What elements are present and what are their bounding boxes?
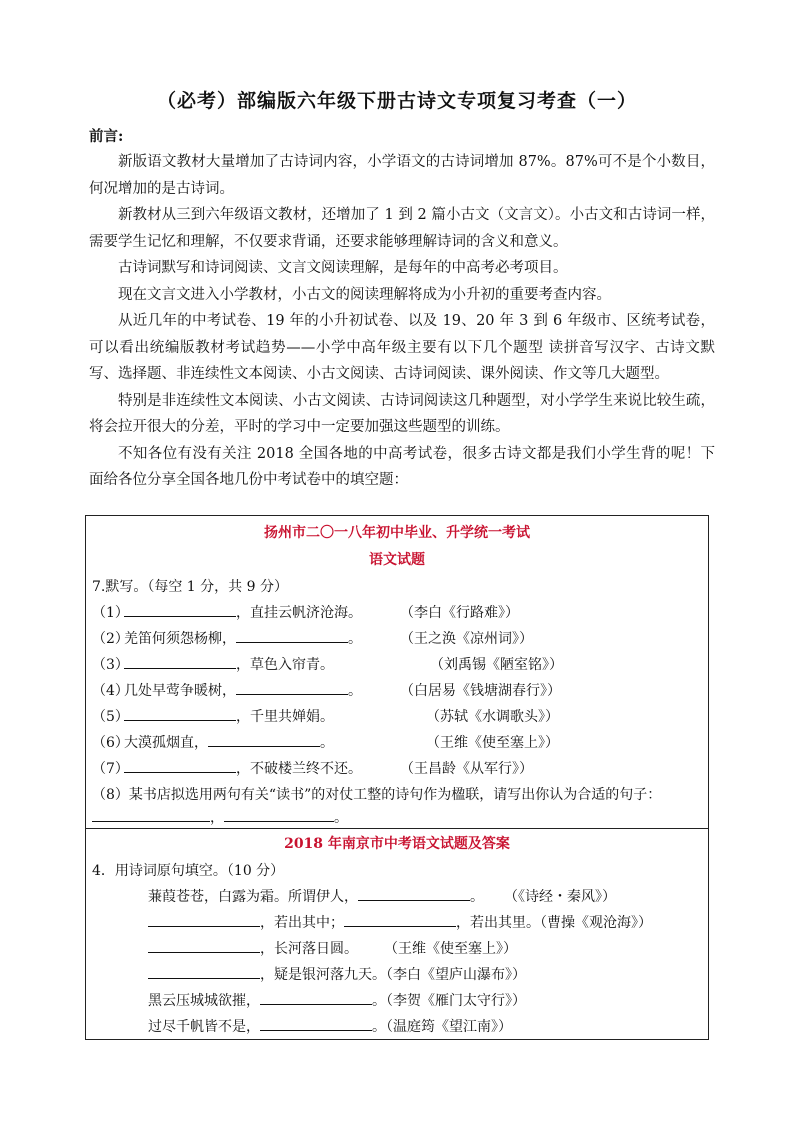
item-text: 几处早莺争暖树， [124, 683, 236, 699]
answer-blank[interactable] [124, 654, 236, 669]
item-source: （李白《行路难》） [400, 605, 519, 621]
answer-blank[interactable] [124, 706, 236, 721]
item-text: 。（温庭筠《望江南》） [372, 1019, 512, 1035]
fill-item [92, 602, 362, 622]
item-text: 蒹葭苍苍，白露为霜。所谓伊人， [148, 889, 358, 905]
answer-blank[interactable] [148, 938, 260, 953]
item-number: （3） [92, 657, 129, 673]
item-source: （白居易《钱塘湖春行》） [400, 683, 561, 699]
fill-item [148, 990, 526, 1010]
answer-blank[interactable] [260, 1016, 372, 1031]
item-text: ，若出其中； [260, 915, 344, 931]
item-text: 。 [348, 631, 362, 647]
intro-paragraph: 特别是非连续性文本阅读、小古文阅读、古诗词阅读这几种题型，对小学学生来说比较生疏，将会拉开很大的分差，平时的学习中一定要加强这些题型的训练。 [89, 392, 715, 435]
intro-paragraph: 从近几年的中考试卷、19 年的小升初试卷、以及 19、20 年 3 到 6 年级市、区统考试卷，可以看出统编版教材考试趋势——小学中高年级主要有以下几个题型 读拼音写汉字、古诗文默写、选择题、非连续性文本阅读、小古文阅读、古诗词阅读、课外阅读、作文等几大题型。 [89, 313, 715, 382]
answer-blank[interactable] [124, 758, 236, 773]
intro-paragraph: 古诗词默写和诗词阅读、文言文阅读理解，是每年的中高考必考项目。 [118, 260, 568, 276]
answer-blank[interactable] [148, 912, 260, 927]
item-text: 。 [320, 735, 334, 751]
item-source: （《诗经・秦风》） [504, 889, 616, 905]
item-number: （1） [92, 605, 129, 621]
item-source: （王昌龄《从军行》） [400, 761, 533, 777]
fill-item [92, 807, 348, 827]
fill-item [92, 732, 334, 752]
answer-blank[interactable] [344, 912, 456, 927]
fill-item [92, 706, 334, 726]
nanjing-exam-box [85, 828, 709, 1040]
item-text: ，疑是银河落九天。（李白《望庐山瀑布》） [260, 967, 526, 983]
item-text: ，草色入帘青。 [236, 657, 334, 673]
exam-subheader: 语文试题 [369, 552, 425, 568]
fill-item [148, 912, 652, 932]
item-number: （7） [92, 761, 129, 777]
fill-item [148, 964, 526, 984]
item-text: ， [210, 810, 224, 826]
item-text: ，不破楼兰终不还。 [236, 761, 362, 777]
fill-item [148, 886, 484, 906]
answer-blank[interactable] [148, 964, 260, 979]
intro-paragraph: 现在文言文进入小学教材，小古文的阅读理解将成为小升初的重要考查内容。 [118, 286, 611, 303]
answer-blank[interactable] [236, 680, 348, 695]
item-text: 大漠孤烟直， [124, 735, 208, 751]
question-stem: 4．用诗词原句填空。（10 分） [92, 863, 285, 879]
answer-blank[interactable] [236, 628, 348, 643]
item-text: 黑云压城城欲摧， [148, 993, 260, 1009]
item-text: 。（李贺《雁门太守行》） [372, 993, 526, 1009]
yangzhou-exam-box [85, 515, 709, 829]
item-text: 过尽千帆皆不是， [148, 1019, 260, 1035]
fill-item [148, 938, 358, 958]
item-text: ，直挂云帆济沧海。 [236, 605, 362, 621]
item-text: 。 [470, 889, 484, 905]
answer-blank[interactable] [208, 732, 320, 747]
intro-paragraph: 新教材从三到六年级语文教材，还增加了 1 到 2 篇小古文（文言文）。小古文和古诗词一样，需要学生记忆和理解，不仅要求背诵，还要求能够理解诗词的含义和意义。 [89, 207, 715, 250]
intro-paragraph: 不知各位有没有关注 2018 全国各地的中高考试卷，很多古诗文都是我们小学生背的呢！下面给各位分享全国各地几份中考试卷中的填空题： [89, 445, 715, 488]
exam-header: 扬州市二〇一八年初中毕业、升学统一考试 [264, 525, 530, 541]
fill-item [92, 654, 334, 674]
item-source: （苏轼《水调歌头》） [426, 709, 559, 725]
item-text: ，千里共婵娟。 [236, 709, 334, 725]
item-text: ，长河落日圆。 [260, 941, 358, 957]
item-source: （王维《使至塞上》） [384, 941, 517, 957]
item-number: （2） [92, 631, 129, 647]
item-source: （王维《使至塞上》） [426, 735, 559, 751]
fill-item [92, 758, 362, 778]
answer-blank[interactable] [224, 807, 334, 822]
fill-item: （8）某书店拟选用两句有关“读书”的对仗工整的诗句作为楹联，请写出你认为合适的句子： [92, 787, 662, 803]
intro-section [89, 125, 715, 494]
fill-item [92, 680, 362, 700]
answer-blank[interactable] [260, 990, 372, 1005]
intro-paragraph: 新版语文教材大量增加了古诗词内容，小学语文的古诗词增加 87%。87%可不是个小数目，何况增加的是古诗词。 [89, 154, 715, 197]
answer-blank[interactable] [92, 807, 210, 822]
question-stem: 7.默写。（每空 1 分，共 9 分） [92, 579, 288, 595]
fill-item [148, 1016, 512, 1036]
exam-header: 2018 年南京市中考语文试题及答案 [284, 836, 510, 852]
answer-blank[interactable] [358, 886, 470, 901]
answer-blank[interactable] [124, 602, 236, 617]
item-text: 。 [348, 683, 362, 699]
intro-heading: 前言: [89, 128, 124, 145]
item-number: （5） [92, 709, 129, 725]
item-number: （6） [92, 735, 129, 751]
item-source: （刘禹锡《陋室铭》） [430, 657, 563, 673]
item-number: （4） [92, 683, 129, 699]
item-text: 羌笛何须怨杨柳， [124, 631, 236, 647]
item-source: （王之涣《凉州词》） [400, 631, 533, 647]
item-text: ，若出其里。（曹操《观沧海》） [456, 915, 652, 931]
page-title: （必考）部编版六年级下册古诗文专项复习考查（一） [156, 90, 637, 112]
item-text: 。 [334, 810, 348, 826]
fill-item [92, 628, 362, 648]
